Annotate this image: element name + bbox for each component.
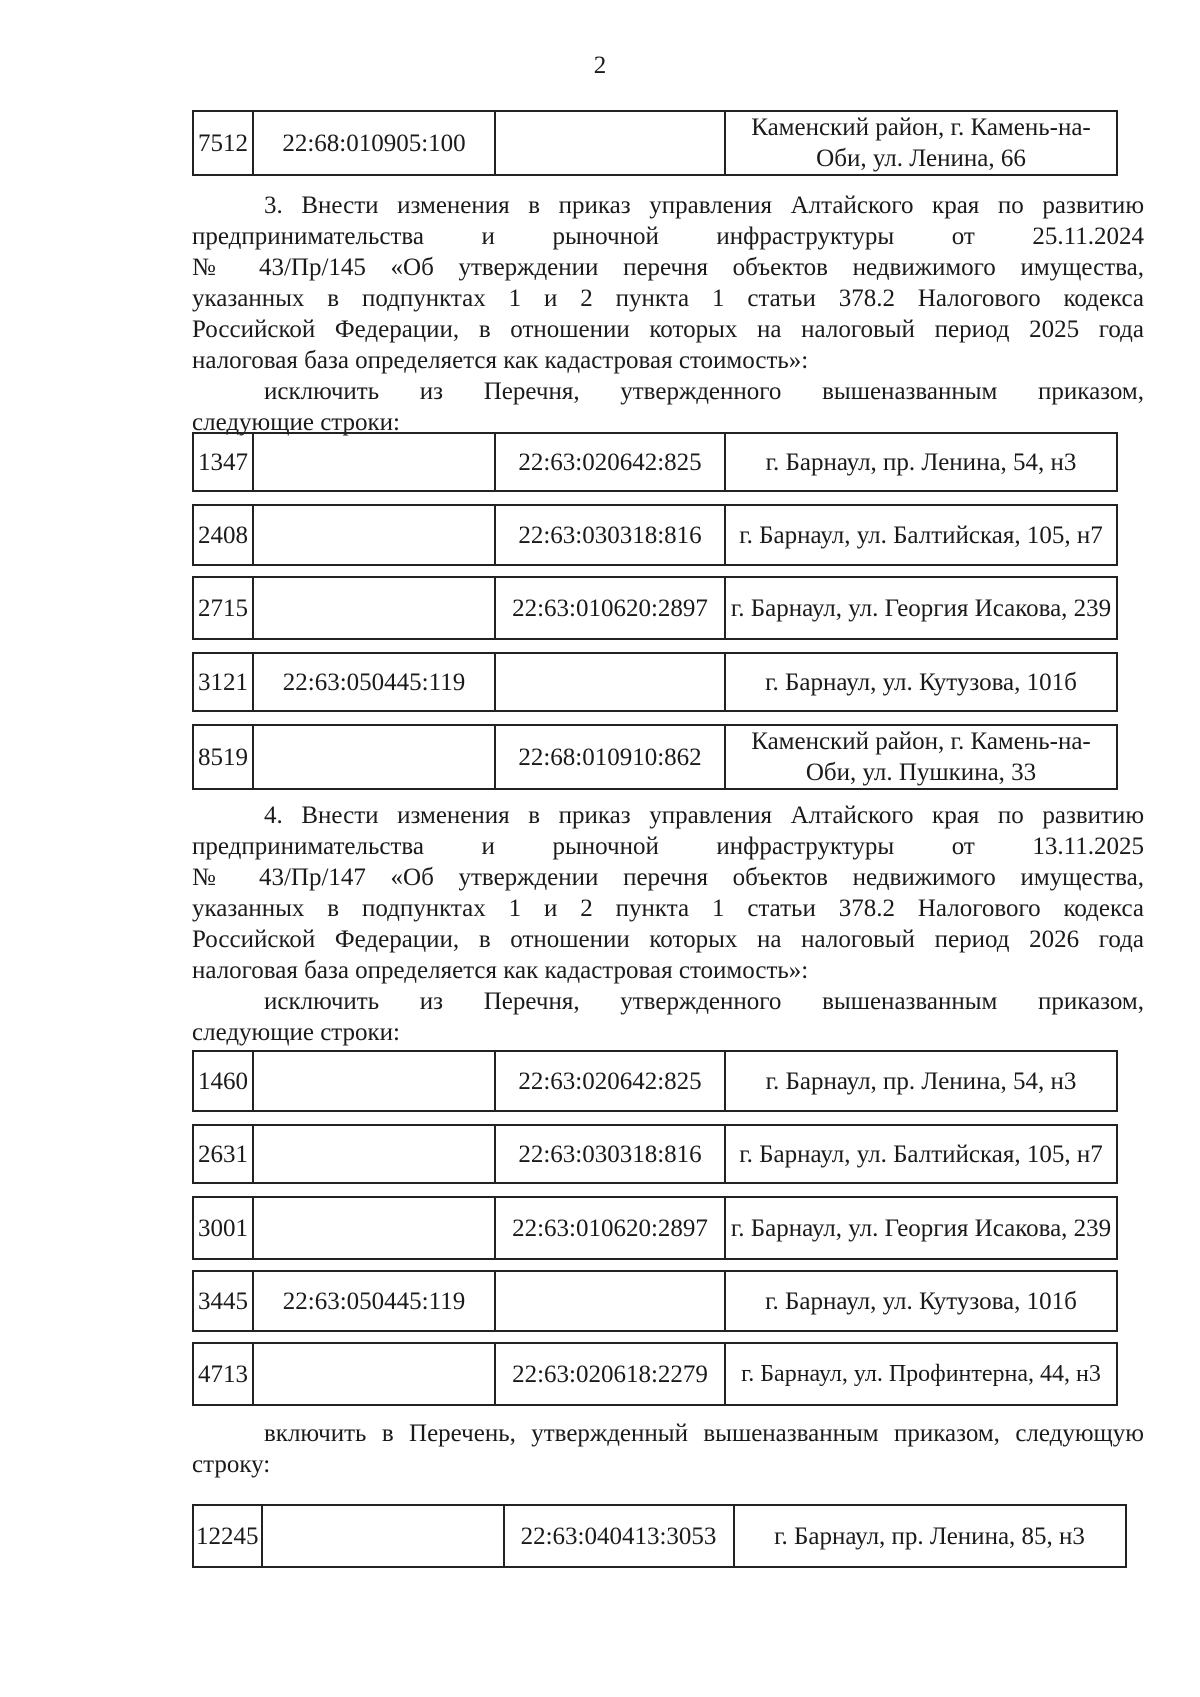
- row-number: 2631: [193, 1125, 253, 1183]
- address: Каменский район, г. Камень-на-Оби, ул. Пушкина, 33: [725, 725, 1117, 789]
- row-number: 7512: [193, 111, 253, 175]
- row-number: 3445: [193, 1271, 253, 1331]
- cadastral-number-premises: [495, 653, 725, 711]
- row-number: 3121: [193, 653, 253, 711]
- cadastral-number-building: [253, 1051, 495, 1111]
- address: г. Барнаул, ул. Кутузова, 101б: [725, 653, 1117, 711]
- address: г. Барнаул, ул. Кутузова, 101б: [725, 1271, 1117, 1331]
- cadastral-number-building: [253, 1125, 495, 1183]
- address: Каменский район, г. Камень-на-Оби, ул. Ленина, 66: [725, 111, 1117, 175]
- cadastral-number-premises: 22:63:030318:816: [495, 1125, 725, 1183]
- cadastral-number-building: [253, 1343, 495, 1405]
- address: г. Барнаул, ул. Балтийская, 105, н7: [725, 1125, 1117, 1183]
- row-number: 1347: [193, 433, 253, 491]
- table-row: [192, 724, 1118, 790]
- row-number: 3001: [193, 1197, 253, 1259]
- table-row: [192, 1270, 1118, 1332]
- row-number: 2715: [193, 577, 253, 639]
- address: г. Барнаул, пр. Ленина, 85, н3: [734, 1505, 1126, 1567]
- cadastral-number-premises: 22:63:020618:2279: [495, 1343, 725, 1405]
- cadastral-number-premises: 22:63:030318:816: [495, 505, 725, 565]
- row-number: 2408: [193, 505, 253, 565]
- row-number: 12245: [193, 1505, 262, 1567]
- cadastral-number-building: 22:68:010905:100: [253, 111, 495, 175]
- table-row: [192, 504, 1118, 566]
- table-row: [192, 1050, 1118, 1112]
- cadastral-number-premises: 22:63:020642:825: [495, 433, 725, 491]
- section-4-paragraph: 4. Внести изменения в приказ управления Алтайского края по развитию предпринимательства и рыночной инфраструктуры от 13.11.2025 № 43/Пр/147 «Об утверждении перечня объектов недвижимого имущества, указанных в подпунктах 1 и 2 пункта 1 статьи 378.2 Налогового кодекса Российской Федерации, в отношении которых на налоговый период 2026 года налоговая база определяется как кадастровая стоимость»: исключить из Перечня, утвержденного вышеназванным приказом, следующие строки:: [192, 802, 1144, 1046]
- row-number: 4713: [193, 1343, 253, 1405]
- address: г. Барнаул, пр. Ленина, 54, н3: [725, 1051, 1117, 1111]
- row-number: 8519: [193, 725, 253, 789]
- table-row: [192, 652, 1118, 712]
- table-row: [192, 576, 1118, 640]
- table-row: [192, 1342, 1118, 1406]
- table-row: [192, 1124, 1118, 1184]
- cadastral-number-premises: 22:63:040413:3053: [504, 1505, 734, 1567]
- cadastral-number-building: [262, 1505, 504, 1567]
- address: г. Барнаул, ул. Георгия Исакова, 239: [725, 1197, 1117, 1259]
- address: г. Барнаул, пр. Ленина, 54, н3: [725, 433, 1117, 491]
- cadastral-number-building: 22:63:050445:119: [253, 1271, 495, 1331]
- address: г. Барнаул, ул. Георгия Исакова, 239: [725, 577, 1117, 639]
- row-number: 1460: [193, 1051, 253, 1111]
- cadastral-number-premises: 22:63:010620:2897: [495, 577, 725, 639]
- cadastral-number-building: [253, 433, 495, 491]
- page-number: 2: [593, 52, 607, 79]
- cadastral-number-building: 22:63:050445:119: [253, 653, 495, 711]
- address: г. Барнаул, ул. Балтийская, 105, н7: [725, 505, 1117, 565]
- cadastral-number-building: [253, 725, 495, 789]
- table-row: [192, 1504, 1127, 1568]
- cadastral-number-premises: [495, 111, 725, 175]
- include-paragraph: включить в Перечень, утвержденный вышеназванным приказом, следующую строку:: [192, 1420, 1144, 1478]
- table-row: [192, 1196, 1118, 1260]
- cadastral-number-premises: [495, 1271, 725, 1331]
- cadastral-number-premises: 22:63:020642:825: [495, 1051, 725, 1111]
- table-row: [192, 432, 1118, 492]
- cadastral-number-building: [253, 1197, 495, 1259]
- cadastral-number-premises: 22:63:010620:2897: [495, 1197, 725, 1259]
- section-3-paragraph: 3. Внести изменения в приказ управления Алтайского края по развитию предпринимательства и рыночной инфраструктуры от 25.11.2024 № 43/Пр/145 «Об утверждении перечня объектов недвижимого имущества, указанных в подпунктах 1 и 2 пункта 1 статьи 378.2 Налогового кодекса Российской Федерации, в отношении которых на налоговый период 2025 года налоговая база определяется как кадастровая стоимость»: исключить из Перечня, утвержденного вышеназванным приказом, следующие строки:: [192, 192, 1144, 436]
- address: г. Барнаул, ул. Профинтерна, 44, н3: [725, 1343, 1117, 1405]
- table-row: [192, 110, 1118, 176]
- cadastral-number-building: [253, 577, 495, 639]
- cadastral-number-building: [253, 505, 495, 565]
- cadastral-number-premises: 22:68:010910:862: [495, 725, 725, 789]
